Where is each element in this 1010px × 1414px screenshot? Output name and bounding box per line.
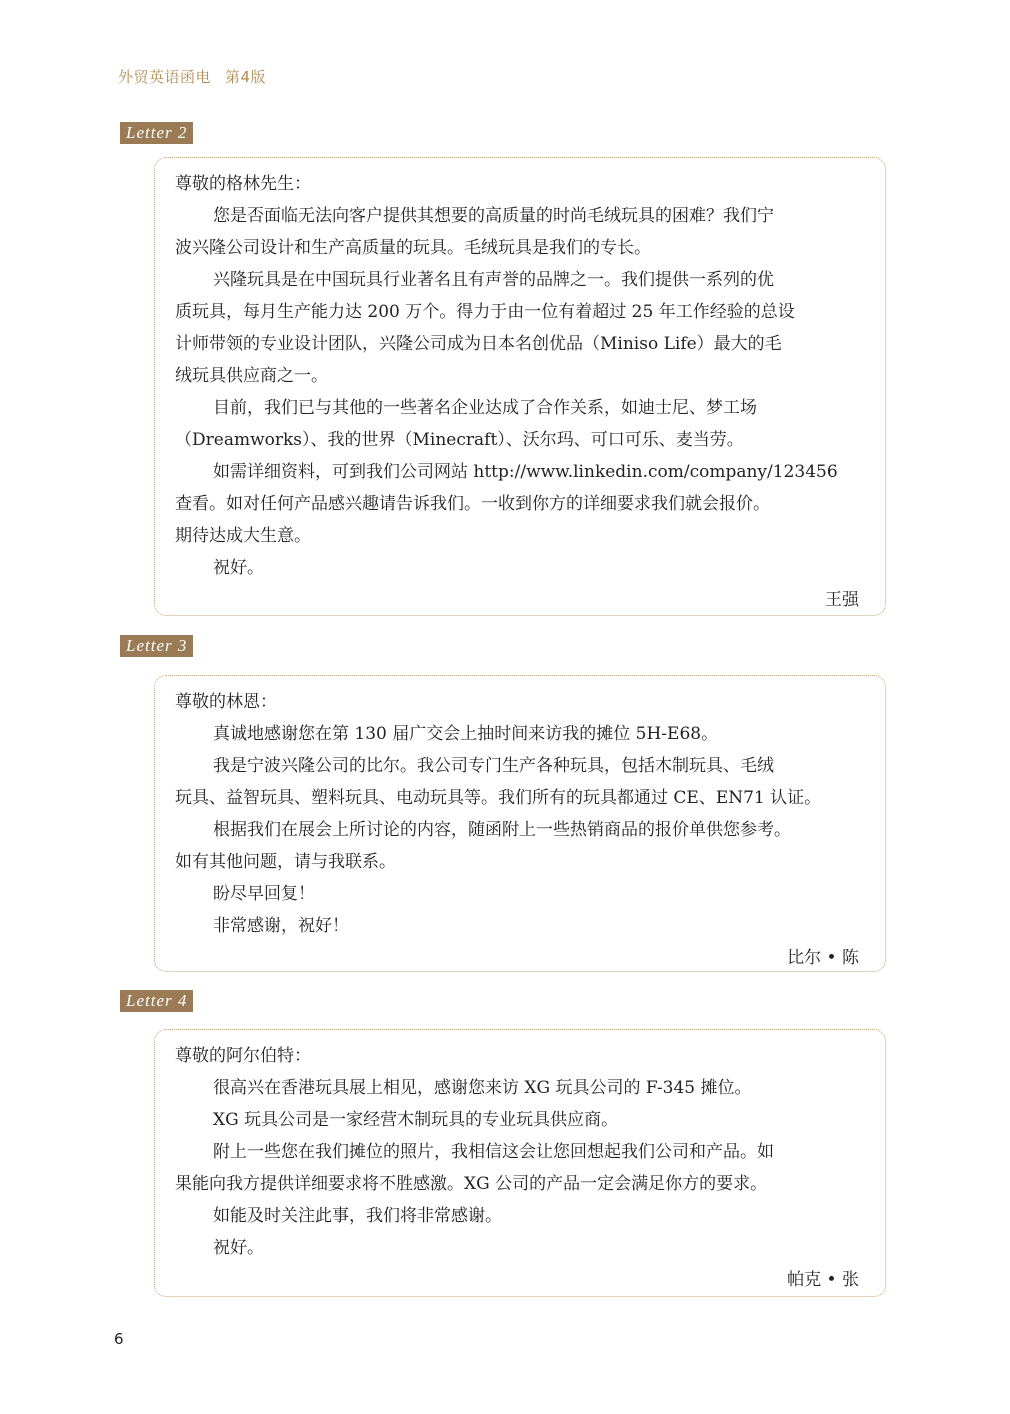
page-number: 6 bbox=[114, 1330, 124, 1348]
closing: 祝好。 bbox=[213, 1238, 264, 1258]
letter-label: Letter 3 bbox=[120, 635, 193, 657]
body-line: 很高兴在香港玩具展上相见，感谢您来访 XG 玩具公司的 F-345 摊位。 bbox=[213, 1078, 752, 1098]
body-line: 玩具、益智玩具、塑料玩具、电动玩具等。我们所有的玩具都通过 CE、EN71 认证。 bbox=[175, 788, 822, 808]
salutation: 尊敬的阿尔伯特： bbox=[175, 1046, 311, 1066]
salutation: 尊敬的格林先生： bbox=[175, 174, 311, 194]
body-line: 您是否面临无法向客户提供其想要的高质量的时尚毛绒玩具的困难？我们宁 bbox=[213, 206, 774, 226]
body-line: 绒玩具供应商之一。 bbox=[175, 366, 328, 386]
signature: 帕克 • 张 bbox=[787, 1270, 859, 1290]
body-line: 如能及时关注此事，我们将非常感谢。 bbox=[213, 1206, 502, 1226]
body-line: 波兴隆公司设计和生产高质量的玩具。毛绒玩具是我们的专长。 bbox=[175, 238, 651, 258]
body-line: 盼尽早回复！ bbox=[213, 884, 315, 904]
letter-box bbox=[154, 1029, 886, 1297]
closing: 祝好。 bbox=[213, 558, 264, 578]
letter-box bbox=[154, 157, 886, 616]
body-line: 如有其他问题，请与我联系。 bbox=[175, 852, 396, 872]
body-line: 如需详细资料，可到我们公司网站 http://www.linkedin.com/company/123456 bbox=[213, 462, 838, 482]
body-line: 兴隆玩具是在中国玩具行业著名且有声誉的品牌之一。我们提供一系列的优 bbox=[213, 270, 774, 290]
book-title: 外贸英语函电 bbox=[118, 68, 212, 86]
salutation: 尊敬的林恩： bbox=[175, 692, 277, 712]
body-line: 期待达成大生意。 bbox=[175, 526, 311, 546]
body-line: 附上一些您在我们摊位的照片，我相信这会让您回想起我们公司和产品。如 bbox=[213, 1142, 774, 1162]
body-line: XG 玩具公司是一家经营木制玩具的专业玩具供应商。 bbox=[213, 1110, 619, 1130]
edition-label: 第4版 bbox=[225, 68, 267, 86]
body-line: 根据我们在展会上所讨论的内容，随函附上一些热销商品的报价单供您参考。 bbox=[213, 820, 791, 840]
signature: 王强 bbox=[825, 590, 859, 610]
letter-box bbox=[154, 675, 886, 972]
signature: 比尔 • 陈 bbox=[787, 948, 859, 968]
body-line: 真诚地感谢您在第 130 届广交会上抽时间来访我的摊位 5H-E68。 bbox=[213, 724, 719, 744]
body-line: 查看。如对任何产品感兴趣请告诉我们。一收到你方的详细要求我们就会报价。 bbox=[175, 494, 770, 514]
letter-label: Letter 2 bbox=[120, 122, 193, 144]
body-line: 目前，我们已与其他的一些著名企业达成了合作关系，如迪士尼、梦工场 bbox=[213, 398, 757, 418]
body-line: 果能向我方提供详细要求将不胜感激。XG 公司的产品一定会满足你方的要求。 bbox=[175, 1174, 768, 1194]
closing: 非常感谢，祝好！ bbox=[213, 916, 349, 936]
body-line: （Dreamworks）、我的世界（Minecraft）、沃尔玛、可口可乐、麦当劳。 bbox=[175, 430, 744, 450]
letter-label: Letter 4 bbox=[120, 990, 193, 1012]
body-line: 计师带领的专业设计团队，兴隆公司成为日本名创优品（Miniso Life）最大的毛 bbox=[175, 334, 782, 354]
body-line: 我是宁波兴隆公司的比尔。我公司专门生产各种玩具，包括木制玩具、毛绒 bbox=[213, 756, 774, 776]
running-head bbox=[118, 66, 280, 87]
body-line: 质玩具，每月生产能力达 200 万个。得力于由一位有着超过 25 年工作经验的总设 bbox=[175, 302, 795, 322]
